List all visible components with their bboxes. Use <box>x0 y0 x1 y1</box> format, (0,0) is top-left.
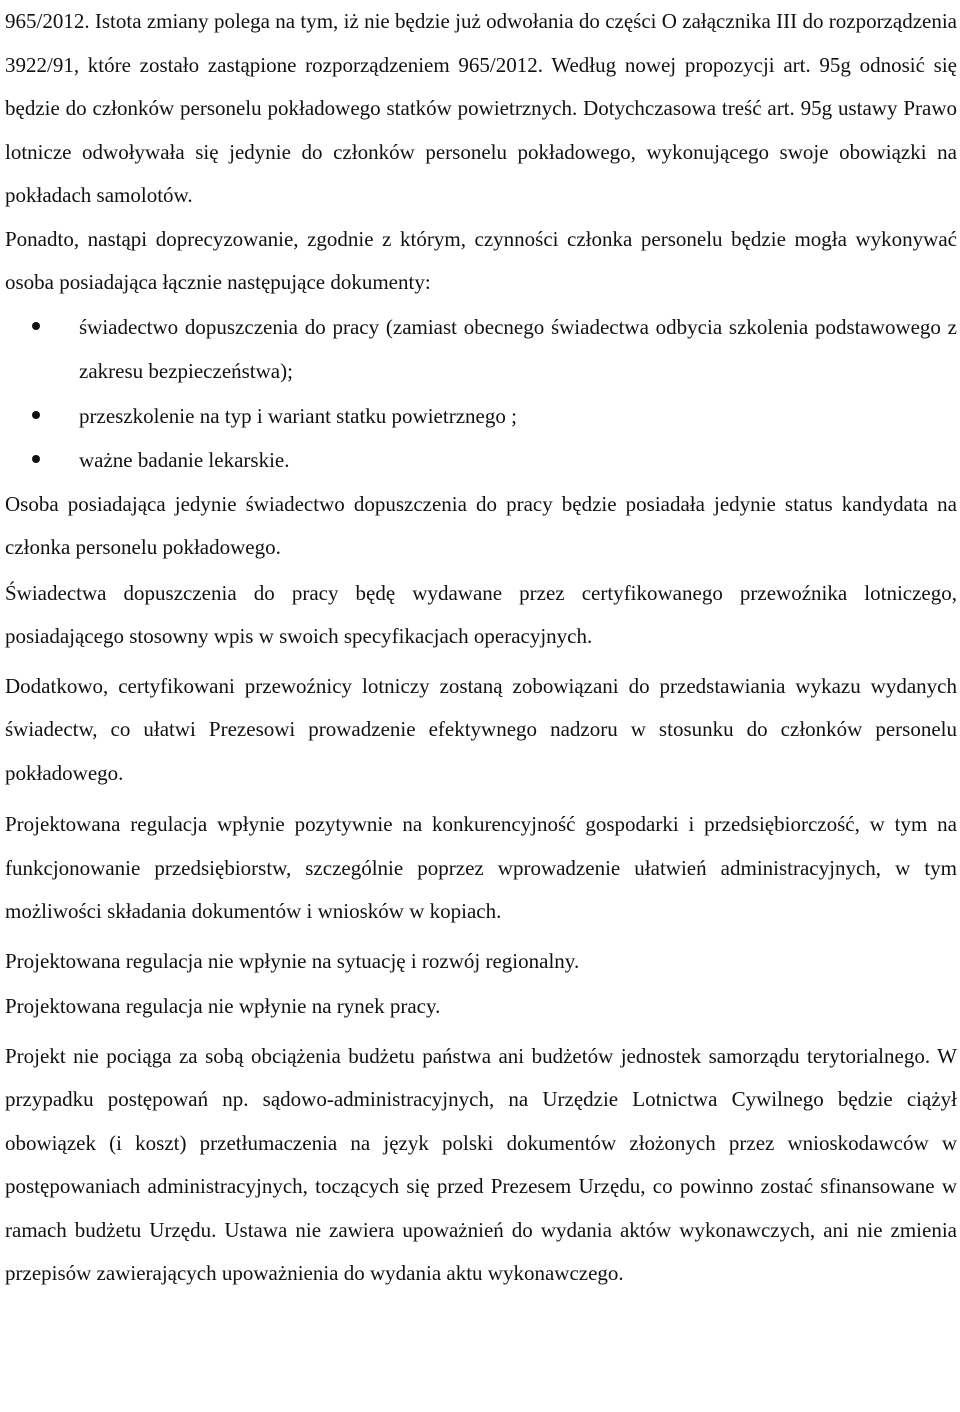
list-item-text: ważne badanie lekarskie. <box>79 448 290 472</box>
bullet-icon <box>32 455 40 463</box>
required-documents-list <box>5 305 957 483</box>
paragraph-labor-market-impact: Projektowana regulacja nie wpłynie na rynek pracy. <box>5 994 441 1018</box>
paragraph-carrier-obligations: Dodatkowo, certyfikowani przewoźnicy lotniczy zostaną zobowiązani do przedstawiania wykazu wydanych świadectw, co ułatwi Prezesowi prowadzenie efektywnego nadzoru w stosunku do członków personelu pokładowego. <box>5 673 957 785</box>
paragraph-documents-requirement: Ponadto, nastąpi doprecyzowanie, zgodnie z którym, czynności członka personelu będzie mogła wykonywać osoba posiadająca łącznie następujące dokumenty: <box>5 226 957 294</box>
list-item <box>5 394 957 439</box>
bullet-icon <box>32 411 40 419</box>
paragraph-certificate-issuance: Świadectwa dopuszczenia do pracy będę wydawane przez certyfikowanego przewoźnika lotniczego, posiadającego stosowny wpis w swoich specyfikacjach operacyjnych. <box>5 580 957 648</box>
list-item-text: przeszkolenie na typ i wariant statku powietrznego ; <box>79 403 517 428</box>
list-item-text: świadectwo dopuszczenia do pracy (zamiast obecnego świadectwa odbycia szkolenia podstawowego z zakresu bezpieczeństwa); <box>79 314 957 383</box>
paragraph-candidate-status: Osoba posiadająca jedynie świadectwo dopuszczenia do pracy będzie posiadała jedynie status kandydata na członka personelu pokładowego. <box>5 491 957 559</box>
document-page <box>5 0 957 1296</box>
paragraph-budget-impact: Projekt nie pociąga za sobą obciążenia budżetu państwa ani budżetów jednostek samorządu terytorialnego. W przypadku postępowań np. sądowo-administracyjnych, na Urzędzie Lotnictwa Cywilnego będzie ciążył obowiązek (i koszt) przetłumaczenia na język polski dokumentów złożonych przez wnioskodawców w postępowaniach administracyjnych, toczących się przed Prezesem Urzędu, co powinno zostać sfinansowane w ramach budżetu Urzędu. Ustawa nie zawiera upoważnień do wydania aktów wykonawczych, ani nie zmienia przepisów zawierających upoważnienia do wydania aktu wykonawczego. <box>5 1043 957 1285</box>
list-item <box>5 305 957 394</box>
list-item <box>5 438 957 483</box>
bullet-icon <box>32 322 40 330</box>
paragraph-amendment-intro: 965/2012. Istota zmiany polega na tym, iż nie będzie już odwołania do części O załącznika III do rozporządzenia 3922/91, które zostało zastąpione rozporządzeniem 965/2012. Według nowej propozycji art. 95g odnosić się będzie do członków personelu pokładowego statków powietrznych. Dotychczasowa treść art. 95g ustawy Prawo lotnicze odwoływała się jedynie do członków personelu pokładowego, wykonującego swoje obowiązki na pokładach samolotów. <box>5 9 957 207</box>
paragraph-competitiveness-impact: Projektowana regulacja wpłynie pozytywnie na konkurencyjność gospodarki i przedsiębiorczość, w tym na funkcjonowanie przedsiębiorstw, szczególnie poprzez wprowadzenie ułatwień administracyjnych, w tym możliwości składania dokumentów i wniosków w kopiach. <box>5 812 957 923</box>
paragraph-regional-impact: Projektowana regulacja nie wpłynie na sytuację i rozwój regionalny. <box>5 948 580 973</box>
